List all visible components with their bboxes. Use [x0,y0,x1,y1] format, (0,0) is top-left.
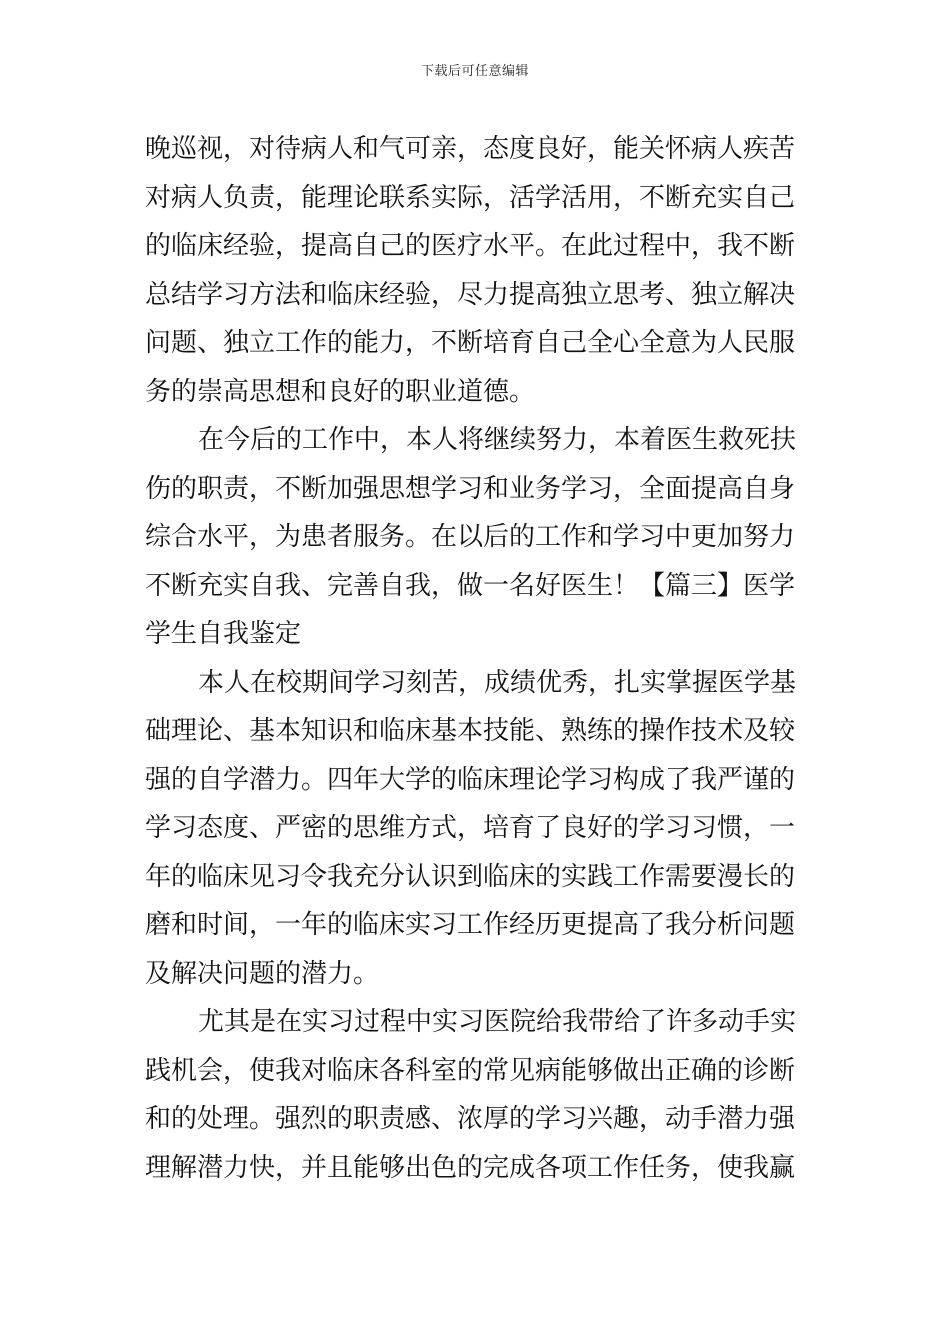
text-line: 的临床经验，提高自己的医疗水平。在此过程中，我不断 [145,231,796,261]
text-line: 践机会，使我对临床各科室的常见病能够做出正确的诊断 [145,1055,796,1086]
text-line: 对病人负责，能理论联系实际，活学活用，不断充实自己 [145,182,796,213]
page-header: 下载后可任意编辑 [420,64,529,79]
text-line: 强的自学潜力。四年大学的临床理论学习构成了我严谨的 [145,764,796,795]
text-line: 晚巡视，对待病人和气可亲，态度良好，能关怀病人疾苦 [145,134,796,164]
text-line: 综合水平，为患者服务。在以后的工作和学习中更加努力 [145,522,796,552]
text-line: 伤的职责，不断加强思想学习和业务学习，全面提高自身 [145,473,796,504]
document-body [145,125,825,1192]
text-line: 务的崇高思想和良好的职业道德。 [145,376,536,407]
text-line: 问题、独立工作的能力，不断培育自己全心全意为人民服 [145,328,796,358]
text-line: 年的临床见习令我充分认识到临床的实践工作需要漫长的 [145,861,796,892]
text-line: 学习态度、严密的思维方式，培育了良好的学习习惯，一 [145,813,796,843]
text-line: 不断充实自我、完善自我，做一名好医生！【篇三】医学 [145,570,796,601]
paragraph-first-line: 在今后的工作中，本人将继续努力，本着医生救死扶 [198,425,797,455]
text-line: 及解决问题的潜力。 [145,958,380,989]
text-line: 总结学习方法和临床经验，尽力提高独立思考、独立解决 [145,279,796,310]
paragraph-first-line: 本人在校期间学习刻苦，成绩优秀，扎实掌握医学基 [198,667,797,698]
text-line: 理解潜力快，并且能够出色的完成各项工作任务，使我赢 [145,1152,796,1183]
text-line: 础理论、基本知识和临床基本技能、熟练的操作技术及较 [145,716,796,746]
text-line: 学生自我鉴定 [145,619,302,649]
paragraph-first-line: 尤其是在实习过程中实习医院给我带给了许多动手实 [198,1007,797,1037]
text-line: 磨和时间，一年的临床实习工作经历更提高了我分析问题 [145,910,796,940]
text-line: 和的处理。强烈的职责感、浓厚的学习兴趣，动手潜力强 [145,1104,796,1134]
